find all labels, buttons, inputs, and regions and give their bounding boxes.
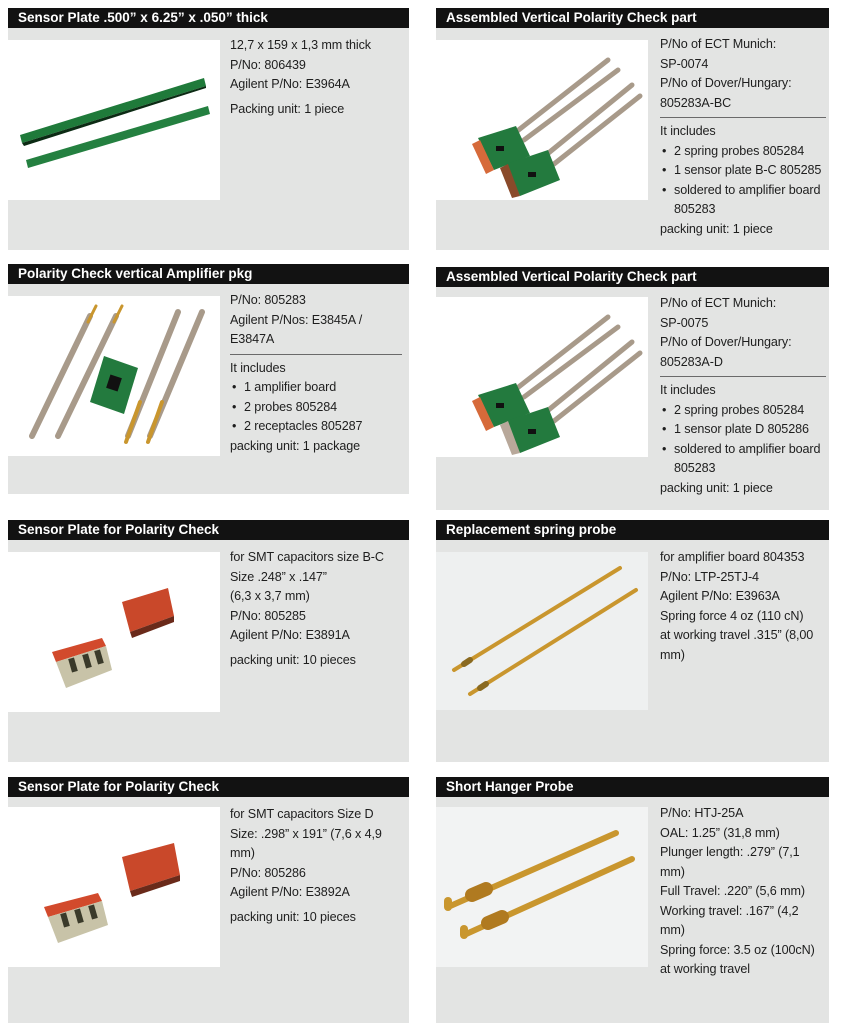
packing-unit: packing unit: 1 package <box>230 438 361 453</box>
panel-title: Sensor Plate for Polarity Check <box>8 777 409 797</box>
spec-line: Spring force 4 oz (110 cN) <box>660 608 804 623</box>
include-item: • 1 sensor plate B-C 805285 <box>660 161 826 181</box>
product-panel-short-hanger-probe <box>436 777 829 1023</box>
product-panel-replacement-spring-probe <box>436 520 829 762</box>
green-sensor-plates-image <box>8 40 220 200</box>
include-item: • soldered to amplifier board <box>660 440 826 460</box>
spec-line: mm) <box>230 846 255 860</box>
amplifier-pkg-image <box>8 296 220 456</box>
includes-label: It includes <box>660 124 716 138</box>
product-panel-amplifier-pkg <box>8 264 409 494</box>
spec-line: Size .248” x .147” <box>230 569 327 584</box>
red-sensor-plate-image <box>8 552 220 712</box>
spec-line: (6,3 x 3,7 mm) <box>230 589 310 603</box>
spec-line: P/No of ECT Munich: <box>660 296 777 310</box>
spec-line: P/No: 805283 <box>230 293 306 307</box>
spec-line: for amplifier board 804353 <box>660 550 805 564</box>
panel-title: Assembled Vertical Polarity Check part <box>436 267 829 287</box>
short-hanger-probe-image <box>436 807 648 967</box>
panel-title: Polarity Check vertical Amplifier pkg <box>8 264 409 284</box>
product-panel-sensor-plate-bc <box>8 520 409 762</box>
include-item: • 2 spring probes 805284 <box>660 401 826 421</box>
product-panel-sensor-plate-500 <box>8 8 409 250</box>
panel-title: Assembled Vertical Polarity Check part <box>436 8 829 28</box>
spec-line: Full Travel: .220” (5,6 mm) <box>660 884 805 898</box>
spec-line: SP-0075 <box>660 315 709 330</box>
spec-line: P/No: 805285 <box>230 608 306 623</box>
spec-line: Size: .298” x 191” (7,6 x 4,9 <box>230 826 382 841</box>
spec-line: for SMT capacitors Size D <box>230 807 374 821</box>
panel-title: Replacement spring probe <box>436 520 829 540</box>
divider <box>660 376 826 377</box>
product-panel-sensor-plate-d <box>8 777 409 1023</box>
include-item-cont: 805283 <box>674 461 716 475</box>
include-item: • 1 amplifier board <box>230 378 402 398</box>
spec-line: 805283A-BC <box>660 95 732 110</box>
panel-title: Sensor Plate for Polarity Check <box>8 520 409 540</box>
spec-line: 805283A-D <box>660 354 723 369</box>
spec-line: at working travel .315” (8,00 <box>660 628 814 642</box>
spec-line: Agilent P/No: E3963A <box>660 589 780 603</box>
spec-line: P/No: HTJ-25A <box>660 806 744 820</box>
spec-line: mm) <box>660 647 685 662</box>
includes-label: It includes <box>230 360 286 375</box>
divider <box>660 117 826 118</box>
spec-line: SP-0074 <box>660 56 709 71</box>
include-item: • 1 sensor plate D 805286 <box>660 420 826 440</box>
packing-unit: Packing unit: 1 piece <box>230 101 345 116</box>
packing-unit: packing unit: 1 piece <box>660 221 773 236</box>
include-item: • 2 probes 805284 <box>230 398 402 418</box>
include-item: • 2 spring probes 805284 <box>660 142 826 162</box>
spec-line: Agilent P/No: E3891A <box>230 628 350 642</box>
panel-title: Short Hanger Probe <box>436 777 829 797</box>
spec-line: Spring force: 3.5 oz (100cN) <box>660 942 815 957</box>
spec-line: Agilent P/Nos: E3845A / <box>230 312 363 327</box>
spec-line: for SMT capacitors size B-C <box>230 550 384 564</box>
spec-line: Working travel: .167” (4,2 <box>660 903 799 918</box>
spec-line: mm) <box>660 923 685 937</box>
product-panel-assembled-sp-0075 <box>436 267 829 510</box>
spec-line: P/No: 806439 <box>230 57 306 72</box>
includes-label: It includes <box>660 383 716 397</box>
spec-line: P/No of Dover/Hungary: <box>660 335 792 349</box>
spec-line: at working travel <box>660 962 750 976</box>
spec-line: Agilent P/No: E3964A <box>230 77 350 91</box>
divider <box>230 354 402 355</box>
product-panel-assembled-sp-0074 <box>436 8 829 250</box>
include-item: • soldered to amplifier board <box>660 181 826 201</box>
red-sensor-plate-image <box>8 807 220 967</box>
packing-unit: packing unit: 1 piece <box>660 480 773 495</box>
packing-unit: packing unit: 10 pieces <box>230 909 356 924</box>
spec-line: E3847A <box>230 332 275 346</box>
panel-title: Sensor Plate .500” x 6.25” x .050” thick <box>8 8 409 28</box>
spec-line: OAL: 1.25” (31,8 mm) <box>660 825 780 840</box>
spec-line: Agilent P/No: E3892A <box>230 885 350 899</box>
spec-line: P/No of Dover/Hungary: <box>660 76 792 90</box>
assembled-polarity-check-image <box>436 40 648 200</box>
spec-line: P/No of ECT Munich: <box>660 37 777 51</box>
spec-line: 12,7 x 159 x 1,3 mm thick <box>230 38 371 52</box>
spec-line: P/No: LTP-25TJ-4 <box>660 569 759 584</box>
include-item-cont: 805283 <box>674 202 716 216</box>
assembled-polarity-check-image <box>436 297 648 457</box>
spec-line: Plunger length: .279” (7,1 <box>660 845 800 859</box>
packing-unit: packing unit: 10 pieces <box>230 652 356 667</box>
include-item: • 2 receptacles 805287 <box>230 417 402 437</box>
spec-line: mm) <box>660 864 685 879</box>
spec-line: P/No: 805286 <box>230 865 306 880</box>
spring-probe-image <box>436 552 648 710</box>
